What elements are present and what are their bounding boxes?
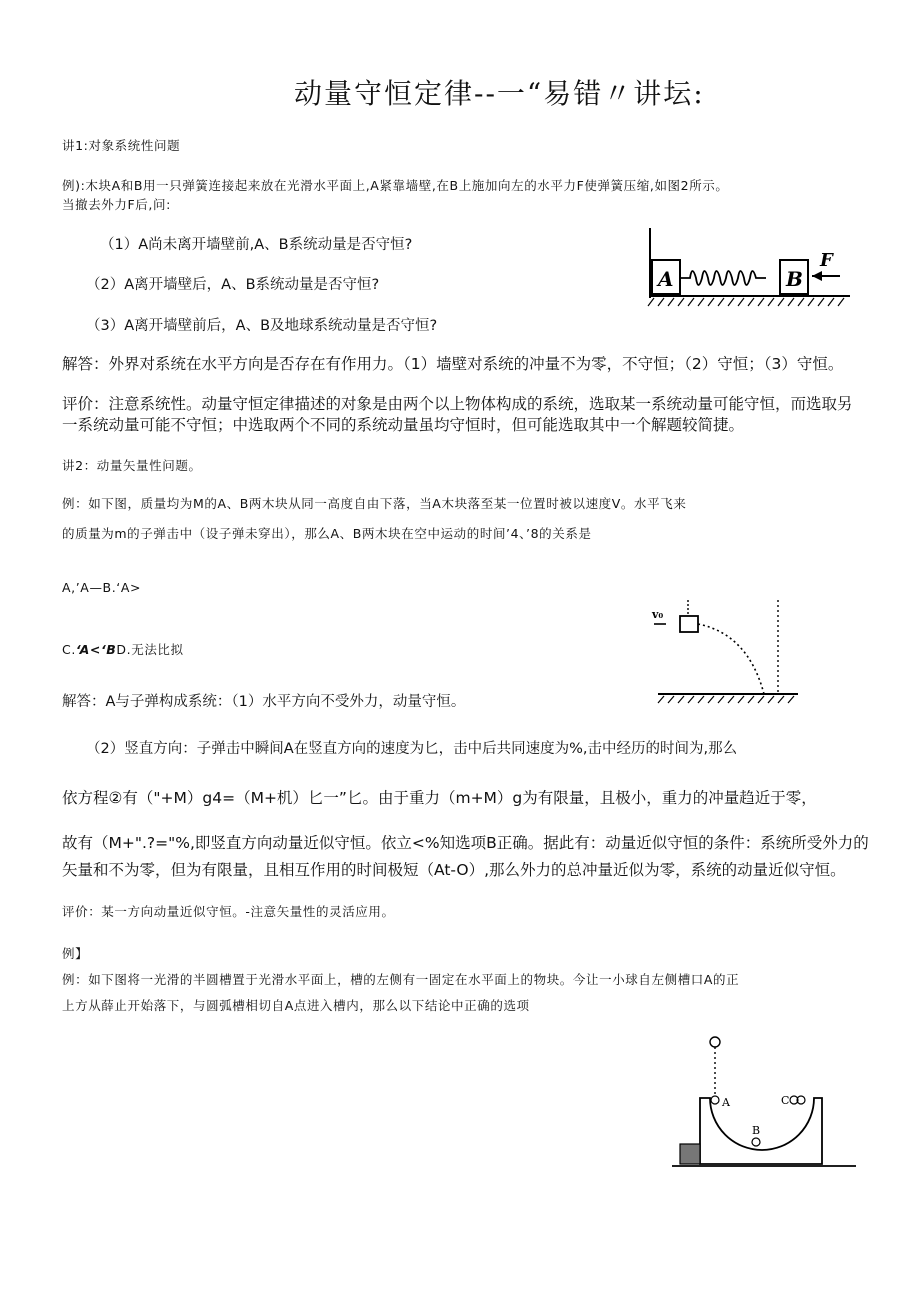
spring-blocks-figure <box>640 224 860 308</box>
label-a: A <box>722 1096 730 1109</box>
section2-answer-line2: （2）竖直方向：子弹击中瞬间A在竖直方向的速度为匕，击中后共同速度为%,击中经历的时间为,那么 <box>86 741 738 757</box>
option-a-b: A,’A—B.‘A> <box>62 580 142 595</box>
section2-heading: 讲2：动量矢量性问题。 <box>62 458 202 473</box>
option-c-expression: ʻA<ʻB <box>75 642 117 657</box>
spring <box>680 271 766 285</box>
label-f: F <box>820 250 833 271</box>
page-title: 动量守恒定律--一“易错〃讲坛: <box>294 77 705 110</box>
section2-answer-line4: 故有（M+".?="%,即竖直方向动量近似守恒。依立<%知选项B正确。据此有：动量近似守恒的条件：系统所受外力的 <box>62 834 869 852</box>
option-c-d <box>62 640 184 658</box>
label-b: B <box>786 267 803 291</box>
falling-block-figure <box>648 596 808 706</box>
section3-problem-line1: 例：如下图将一光滑的半圆槽置于光滑水平面上，槽的左侧有一固定在水平面上的物块。今让一小球自左侧槽口A的正 <box>62 972 740 987</box>
ball-at-a <box>711 1096 719 1104</box>
section2-answer-line1: 解答：A与子弹构成系统：（1）水平方向不受外力，动量守恒。 <box>62 694 466 710</box>
groove <box>700 1098 822 1164</box>
label-v0: v₀ <box>652 608 664 621</box>
option-d: D.无法比拟 <box>116 642 184 657</box>
section1-problem-line2: 当撤去外力F后,问: <box>62 197 171 212</box>
block-a <box>680 616 698 632</box>
label-a: A <box>658 267 674 291</box>
section2-problem-line1: 例：如下图，质量均为M的A、B两木块从同一高度自由下落，当A木块落至某一位置时被以速度V。水平飞来 <box>62 496 687 511</box>
section1-question-1: （1）A尚未离开墙壁前,A、B系统动量是否守恒? <box>100 237 413 253</box>
fixed-block <box>680 1144 700 1164</box>
label-b: B <box>752 1124 761 1137</box>
section2-answer-line5: 矢量和不为零，但为有限量，且相互作用的时间极短（At-O）,那么外力的总冲量近似为零，系统的动量近似守恒。 <box>62 861 846 879</box>
section1-heading: 讲1:对象系统性问题 <box>62 138 181 153</box>
section2-answer-line3: 依方程②有（"+M）g4=（M+机）匕一”匕。由于重力（m+M）g为有限量，且极小，重力的冲量趋近于零， <box>62 789 817 807</box>
trajectory <box>698 624 764 694</box>
section3-problem-line2: 上方从薛止开始落下，与圆弧槽相切自A点进入槽内，那么以下结论中正确的选项 <box>62 998 530 1013</box>
section2-comment: 评价：某一方向动量近似守恒。-注意矢量性的灵活应用。 <box>62 904 395 919</box>
section1-problem-line1: 例):木块A和B用一只弹簧连接起来放在光滑水平面上,A紧靠墙壁,在B上施加向左的水平力F使弹簧压缩,如图2所示。 <box>62 178 729 193</box>
ball-at-b <box>752 1138 760 1146</box>
section1-question-2: （2）A离开墙壁后，A、B系统动量是否守恒? <box>86 277 380 293</box>
section1-answer: 解答：外界对系统在水平方向是否存在有作用力。（1）墙壁对系统的冲量不为零，不守恒；（2）守恒；（3）守恒。 <box>62 355 844 373</box>
section3-heading: 例】 <box>62 946 89 961</box>
semicircle-groove-figure <box>670 1036 860 1174</box>
section1-comment-line1: 评价：注意系统性。动量守恒定律描述的对象是由两个以上物体构成的系统，选取某一系统动量可能守恒，而选取另 <box>62 395 853 413</box>
ball-start <box>710 1037 720 1047</box>
section1-question-3: （3）A离开墙壁前后，A、B及地球系统动量是否守恒? <box>86 318 438 334</box>
label-c: C <box>781 1094 790 1107</box>
section2-problem-line2: 的质量为m的子弹击中（设子弹未穿出），那么A、B两木块在空中运动的时间’4、’8的关系是 <box>62 526 592 541</box>
option-c-label: C. <box>62 642 76 657</box>
section1-comment-line2: 一系统动量可能不守恒；中选取两个不同的系统动量虽均守恒时，但可能选取其中一个解题较简捷。 <box>62 416 745 434</box>
